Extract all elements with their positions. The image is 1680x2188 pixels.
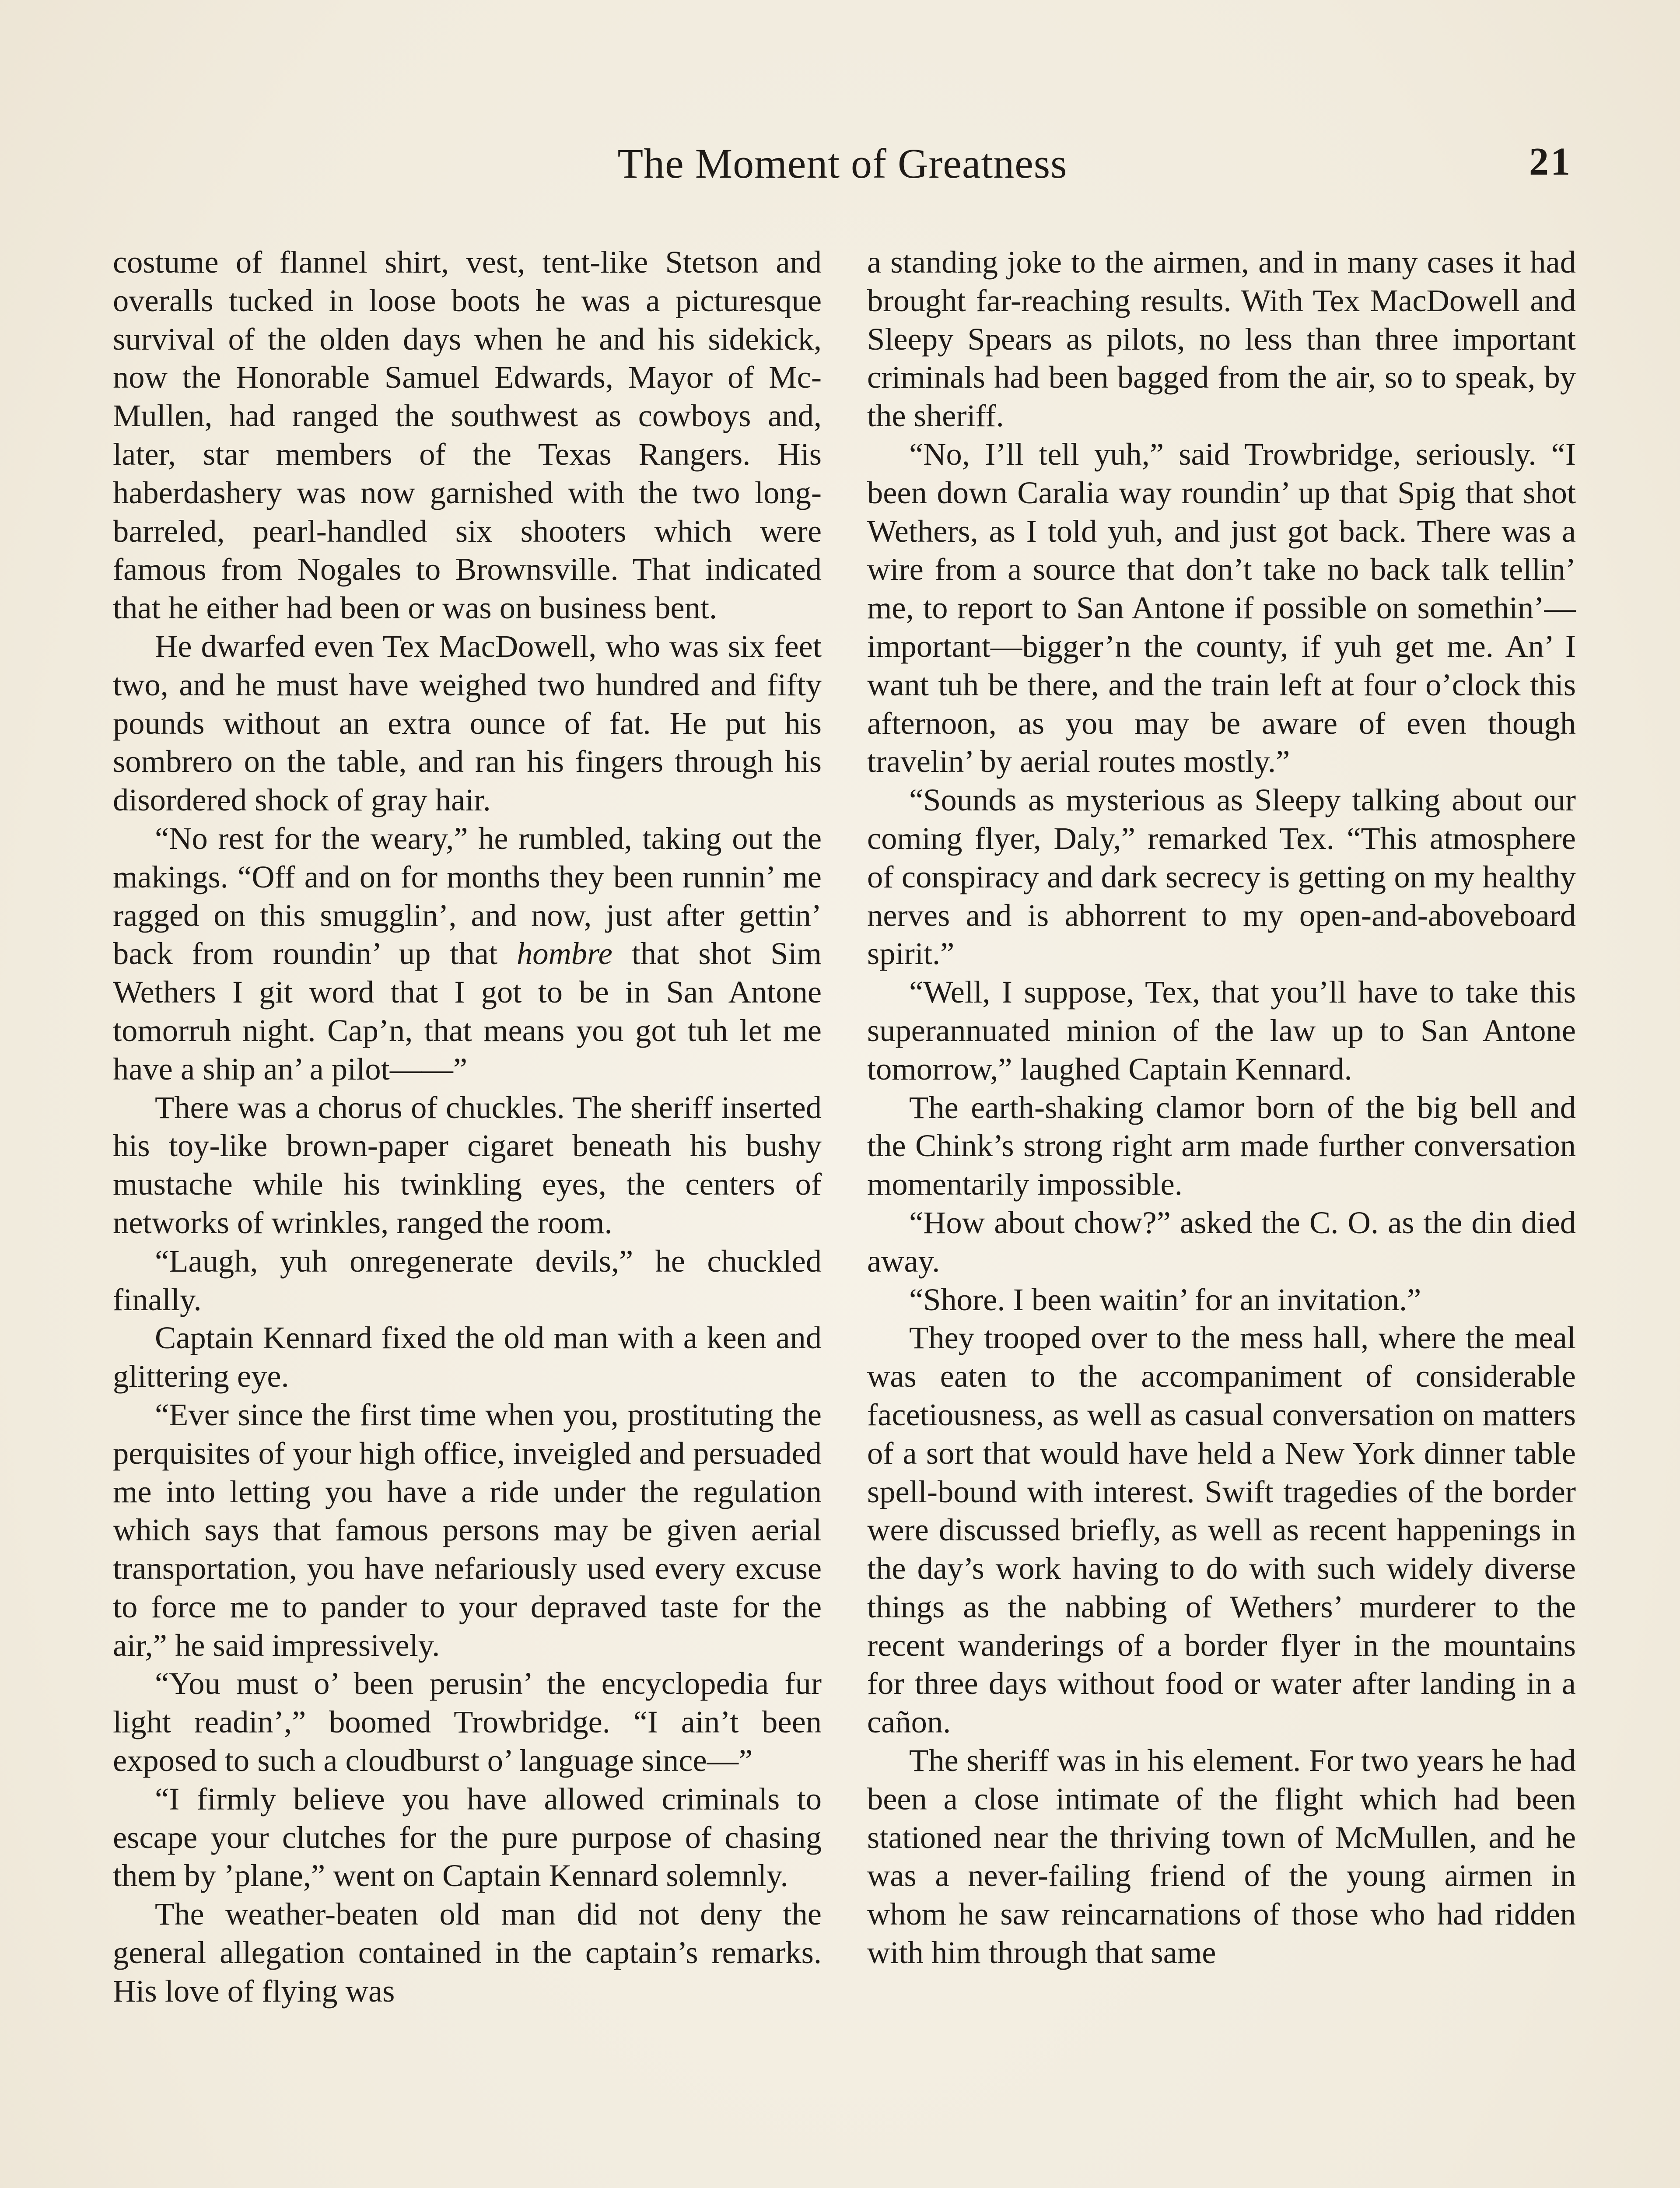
paragraph: “Sounds as mysterious as Sleepy talking about our coming flyer, Daly,” remarked Tex. “This atmosphere of conspiracy and dark secrecy is getting on my healthy nerves and is abhorrent to my open-and-aboveboard spirit.” [867,782,1576,971]
paragraph: Captain Kennard fixed the old man with a keen and glittering eye. [113,1320,822,1394]
right-column [867,243,1576,1972]
paragraph: They trooped over to the mess hall, where the meal was eaten to the accompaniment of considerable facetiousness, as well as casual conversation on matters of a sort that would have held a New York dinner table spell-bound with interest. Swift tragedies of the border were discussed briefly, as well as recent happenings in the day’s work having to do with such widely diverse things as the nabbing of Wethers’ murderer to the recent wanderings of a border flyer in the mountains for three days without food or water after landing in a cañon. [867,1320,1576,1740]
paragraph: “Shore. I been waitin’ for an invitation.” [909,1281,1421,1317]
paragraph: “You must o’ been perusin’ the encyclopedia fur light readin’,” boomed Trowbridge. “I ain’t been exposed to such a cloudburst o’ language since—” [113,1666,822,1778]
text-run: “No rest for the weary,” he rumbled, taking out the makings. “Off and on for months they been runnin’ me ragged on this smugglin’, and now, just after gettin’ back from roundin’ up that [113,820,822,971]
paragraph: The sheriff was in his element. For two years he had been a close intimate of the flight which had been stationed near the thriving town of McMullen, and he was a never-failing friend of the young airmen in whom he saw reincarnations of those who had ridden with him through that same [867,1743,1576,1971]
paragraph: “How about chow?” asked the C. O. as the din died away. [867,1204,1576,1279]
paragraph: costume of flannel shirt, vest, tent-like Stetson and overalls tucked in loose boots he was a picturesque survival of the olden days when he and his sidekick, now the Honorable Samuel Edwards, Mayor of McMullen, had ranged the southwest as cowboys and, later, star members of the Texas Rangers. His haberdashery was now garnished with the two long-barreled, pearl-handled six shooters which were famous from Nogales to Brownsville. That indicated that he either had been or was on business bent. [113,244,822,626]
paragraph: He dwarfed even Tex MacDowell, who was six feet two, and he must have weighed two hundred and fifty pounds without an extra ounce of fat. He put his sombrero on the table, and ran his fingers through his disordered shock of gray hair. [113,628,822,818]
running-head [113,139,1572,205]
page-number: 21 [1529,140,1572,183]
paragraph [113,819,822,1088]
paragraph: The earth-shaking clamor born of the big bell and the Chink’s strong right arm made further conversation momentarily impossible. [867,1089,1576,1202]
left-column [113,243,822,2010]
paragraph: There was a chorus of chuckles. The sheriff inserted his toy-like brown-paper cigaret beneath his bushy mustache while his twinkling eyes, the centers of networks of wrinkles, ranged the room. [113,1089,822,1240]
paragraph: “Ever since the first time when you, prostituting the perquisites of your high office, inveigled and persuaded me into letting you have a ride under the regulation which says that famous persons may be given aerial transportation, you have nefariously used every excuse to force me to pander to your depraved taste for the air,” he said impressively. [113,1396,822,1663]
paragraph: The weather-beaten old man did not deny the general allegation contained in the captain’s remarks. His love of flying was [113,1896,822,2009]
italic-word: hombre [516,936,612,971]
paragraph: “No, I’ll tell yuh,” said Trowbridge, seriously. “I been down Caralia way roundin’ up that Spig that shot Wethers, as I told yuh, and just got back. There was a wire from a source that don’t take no back talk tellin’ me, to report to San Antone if possible on somethin’—important—bigger’n the county, if yuh get me. An’ I want tuh be there, and the train left at four o’clock this afternoon, as you may be aware of even though travelin’ by aerial routes mostly.” [867,436,1576,779]
paragraph: a standing joke to the airmen, and in many cases it had brought far-reaching results. With Tex MacDowell and Sleepy Spears as pilots, no less than three important criminals had been bagged from the air, so to speak, by the sheriff. [867,244,1576,434]
paragraph: “Well, I suppose, Tex, that you’ll have to take this superannuated minion of the law up to San Antone tomorrow,” laughed Captain Kennard. [867,974,1576,1087]
paragraph: “I firmly believe you have allowed criminals to escape your clutches for the pure purpose of chasing them by ’plane,” went on Captain Kennard solemnly. [113,1781,822,1893]
page-title: The Moment of Greatness [617,140,1068,187]
text-run: that shot Sim Wethers I git word that I got to be in San Antone tomorruh night. Cap’n, that means you got tuh let me have a ship an’ a pilot——” [113,936,822,1087]
paragraph: “Laugh, yuh onregenerate devils,” he chuckled finally. [113,1243,822,1317]
